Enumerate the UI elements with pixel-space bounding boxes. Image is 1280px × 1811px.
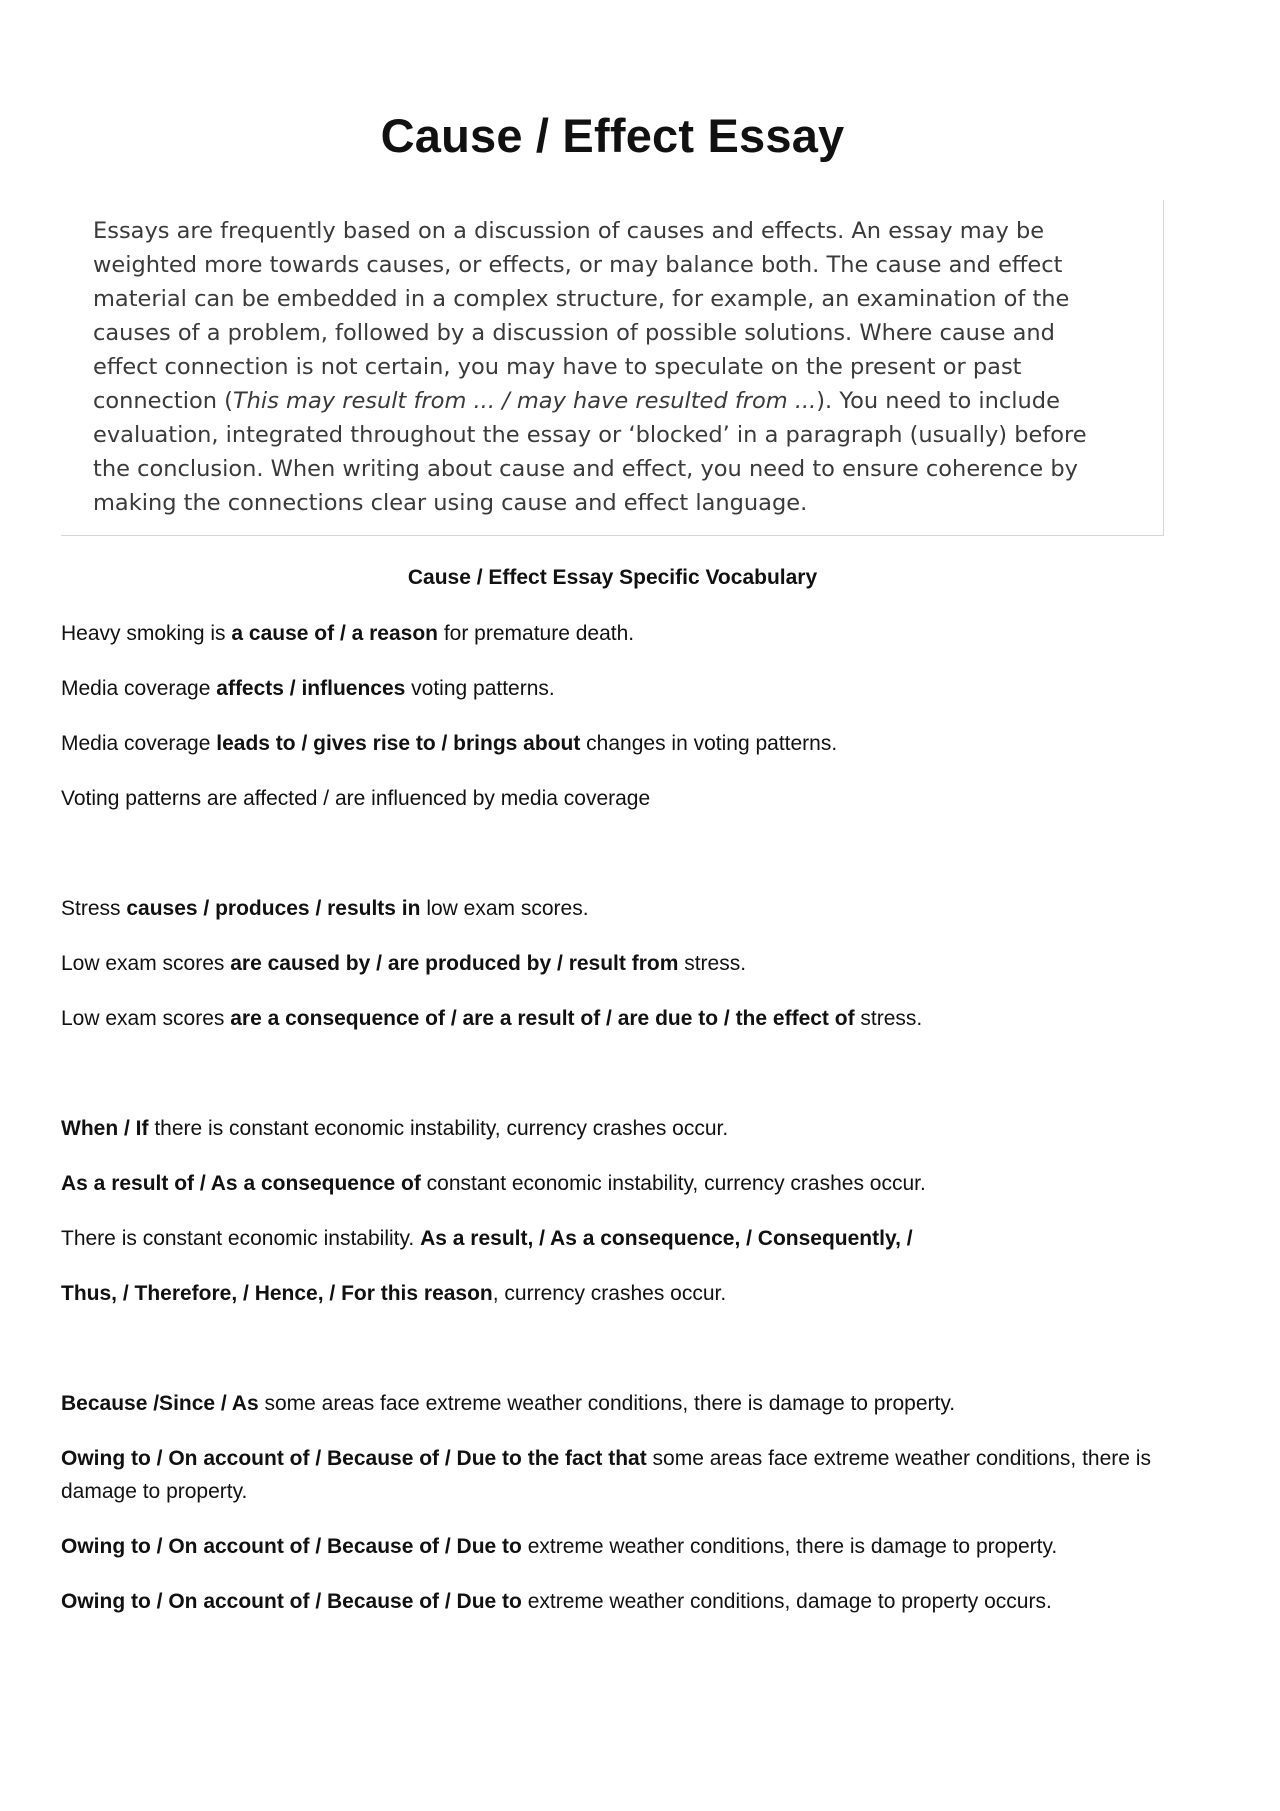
- sentence-text: voting patterns.: [405, 677, 555, 700]
- intro-example-italic: This may result from ... / may have resulted from ...: [232, 388, 817, 414]
- key-phrase: As a result, / As a consequence, / Consequently, /: [420, 1227, 913, 1250]
- intro-paragraph: [93, 214, 1123, 520]
- sentence-text: there is constant economic instability, currency crashes occur.: [148, 1117, 729, 1140]
- example-sentence: [61, 947, 1181, 980]
- key-phrase: a cause of / a reason: [231, 622, 438, 645]
- example-sentence: [61, 617, 1181, 650]
- key-phrase: When / If: [61, 1117, 149, 1140]
- sentence-text: stress.: [854, 1007, 923, 1030]
- sentence-text: changes in voting patterns.: [580, 732, 838, 755]
- key-phrase: Because /Since / As: [61, 1392, 259, 1415]
- example-sentence: [61, 1387, 1181, 1420]
- key-phrase: causes / produces / results in: [126, 897, 421, 920]
- example-sentence: [61, 1442, 1181, 1508]
- sentence-text: There is constant economic instability.: [61, 1227, 421, 1250]
- example-sentence: [61, 1222, 1181, 1255]
- intro-text-part: Essays are frequently based on a discussion of causes and effects. An essay may be weighted more towards causes, or effects, or may balance both. The cause and effect material can be embedded in a complex structure, for example, an examination of the causes of a problem, followed by a discussion of possible solutions. Where cause and effect connection is not certain, you may have to speculate on the present or past connection (: [93, 218, 1070, 414]
- example-sentence: [61, 1277, 1181, 1310]
- vocabulary-heading: Cause / Effect Essay Specific Vocabulary: [407, 566, 818, 589]
- key-phrase: are a consequence of / are a result of / are due to / the effect of: [230, 1007, 855, 1030]
- sentence-text: Voting patterns are affected / are influenced by media coverage: [61, 787, 651, 810]
- sentence-text: some areas face extreme weather conditions, there is damage to property.: [61, 1447, 1151, 1503]
- example-sentence: [61, 672, 1181, 705]
- sentence-text: Stress: [61, 897, 127, 920]
- sentence-text: Heavy smoking is: [61, 622, 232, 645]
- key-phrase: Owing to / On account of / Because of / Due to the fact that: [61, 1447, 647, 1470]
- key-phrase: are caused by / are produced by / result from: [230, 952, 679, 975]
- sentence-text: constant economic instability, currency crashes occur.: [420, 1172, 926, 1195]
- key-phrase: affects / influences: [216, 677, 406, 700]
- example-sentence: [61, 727, 1181, 760]
- intro-box: [61, 200, 1164, 536]
- sentence-text: Media coverage: [61, 677, 217, 700]
- sentence-text: Low exam scores: [61, 952, 231, 975]
- example-sentence: [61, 782, 1181, 815]
- sentence-text: stress.: [678, 952, 747, 975]
- sentence-text: , currency crashes occur.: [492, 1282, 727, 1305]
- example-sentence: [61, 1585, 1181, 1618]
- sentence-text: extreme weather conditions, damage to property occurs.: [521, 1590, 1052, 1613]
- sentence-text: extreme weather conditions, there is damage to property.: [521, 1535, 1058, 1558]
- example-sentence: [61, 892, 1181, 925]
- intro-text-part: ). You need to include evaluation, integrated throughout the essay or ‘blocked’ in a paragraph (usually) before the conclusion. When writing about cause and effect, you need to ensure coherence by making the connections clear using cause and effect language.: [93, 388, 1087, 516]
- key-phrase: As a result of / As a consequence of: [61, 1172, 421, 1195]
- example-sentence: [61, 1112, 1181, 1145]
- key-phrase: Thus, / Therefore, / Hence, / For this reason: [61, 1282, 493, 1305]
- sentence-text: low exam scores.: [420, 897, 589, 920]
- key-phrase: Owing to / On account of / Because of / Due to: [61, 1590, 522, 1613]
- sentence-text: for premature death.: [438, 622, 635, 645]
- key-phrase: Owing to / On account of / Because of / Due to: [61, 1535, 522, 1558]
- example-sentence: [61, 1530, 1181, 1563]
- sentence-text: Low exam scores: [61, 1007, 231, 1030]
- example-sentence: [61, 1167, 1181, 1200]
- page-title: Cause / Effect Essay: [380, 109, 845, 162]
- sentence-text: some areas face extreme weather conditions, there is damage to property.: [258, 1392, 956, 1415]
- sentence-text: Media coverage: [61, 732, 217, 755]
- example-sentence: [61, 1002, 1181, 1035]
- key-phrase: leads to / gives rise to / brings about: [216, 732, 581, 755]
